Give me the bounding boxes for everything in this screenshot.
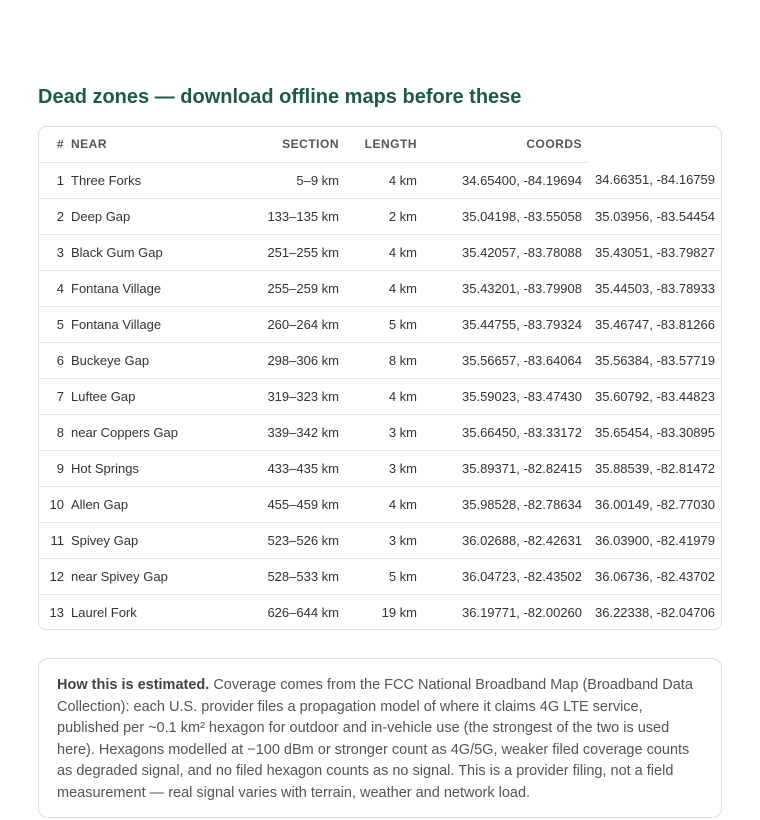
row-length: 2 km bbox=[339, 198, 417, 234]
row-near: Buckeye Gap bbox=[71, 342, 221, 378]
row-number: 3 bbox=[39, 234, 71, 270]
row-section: 319–323 km bbox=[221, 378, 339, 414]
row-number: 10 bbox=[39, 486, 71, 522]
row-near: Fontana Village bbox=[71, 306, 221, 342]
row-number: 2 bbox=[39, 198, 71, 234]
row-coords-start: 35.59023, -83.47430 bbox=[417, 378, 587, 414]
row-coords-start: 36.19771, -82.00260 bbox=[462, 604, 582, 620]
table-row bbox=[39, 594, 721, 630]
row-coords-start: 35.56657, -83.64064 bbox=[417, 342, 587, 378]
row-near: near Spivey Gap bbox=[71, 558, 221, 594]
row-length: 5 km bbox=[339, 306, 417, 342]
table-row bbox=[39, 450, 721, 486]
row-coords-end: 35.43051, -83.79827 bbox=[587, 234, 721, 270]
table-row bbox=[39, 378, 721, 414]
table-row bbox=[39, 162, 721, 198]
table-row bbox=[39, 486, 721, 522]
row-section: 455–459 km bbox=[221, 486, 339, 522]
table-row bbox=[39, 198, 721, 234]
row-coords-end: 35.88539, -82.81472 bbox=[587, 450, 721, 486]
row-coords-start: 35.66450, -83.33172 bbox=[417, 414, 587, 450]
row-section: 528–533 km bbox=[221, 558, 339, 594]
row-coords-start: 35.43201, -83.79908 bbox=[417, 270, 587, 306]
row-number: 12 bbox=[39, 558, 71, 594]
row-section: 433–435 km bbox=[221, 450, 339, 486]
table-row bbox=[39, 342, 721, 378]
row-length: 8 km bbox=[339, 342, 417, 378]
row-number: 7 bbox=[39, 378, 71, 414]
row-number: 13 bbox=[49, 604, 64, 620]
row-section: 251–255 km bbox=[221, 234, 339, 270]
row-length: 19 km bbox=[381, 604, 417, 620]
table-row bbox=[39, 522, 721, 558]
row-number: 11 bbox=[39, 522, 71, 558]
table-row bbox=[39, 234, 721, 270]
row-length: 4 km bbox=[339, 234, 417, 270]
row-coords-end: 35.56384, -83.57719 bbox=[587, 342, 721, 378]
row-number: 8 bbox=[39, 414, 71, 450]
col-header-num: # bbox=[39, 127, 71, 162]
row-coords-end: 35.60792, -83.44823 bbox=[587, 378, 721, 414]
row-coords-end: 36.00149, -82.77030 bbox=[587, 486, 721, 522]
row-coords-end: 35.44503, -83.78933 bbox=[587, 270, 721, 306]
row-section: 5–9 km bbox=[221, 162, 339, 198]
row-length: 4 km bbox=[339, 270, 417, 306]
row-number: 9 bbox=[39, 450, 71, 486]
row-coords-start: 35.04198, -83.55058 bbox=[417, 198, 587, 234]
table-header-row bbox=[39, 127, 721, 162]
row-near: Fontana Village bbox=[71, 270, 221, 306]
row-section: 298–306 km bbox=[221, 342, 339, 378]
row-coords-start: 34.65400, -84.19694 bbox=[417, 162, 587, 198]
row-length: 3 km bbox=[339, 450, 417, 486]
dead-zones-table-card bbox=[38, 126, 722, 630]
row-length: 4 km bbox=[339, 378, 417, 414]
row-coords-start: 36.02688, -82.42631 bbox=[417, 522, 587, 558]
row-near: Black Gum Gap bbox=[71, 234, 221, 270]
note-lead: How this is estimated. bbox=[57, 677, 210, 693]
row-near: Laurel Fork bbox=[71, 604, 137, 620]
row-section: 523–526 km bbox=[221, 522, 339, 558]
table-row bbox=[39, 306, 721, 342]
dead-zones-table bbox=[39, 127, 721, 630]
row-coords-start: 35.42057, -83.78088 bbox=[417, 234, 587, 270]
row-length: 4 km bbox=[339, 162, 417, 198]
row-near: near Coppers Gap bbox=[71, 414, 221, 450]
row-coords-end: 35.65454, -83.30895 bbox=[587, 414, 721, 450]
row-coords-end: 36.06736, -82.43702 bbox=[587, 558, 721, 594]
row-coords-end: 36.03900, -82.41979 bbox=[587, 522, 721, 558]
row-near: Deep Gap bbox=[71, 198, 221, 234]
row-coords-end: 36.22338, -82.04706 bbox=[595, 604, 715, 620]
table-row bbox=[39, 270, 721, 306]
col-header-near: NEAR bbox=[71, 127, 221, 162]
row-near: Spivey Gap bbox=[71, 522, 221, 558]
row-section: 255–259 km bbox=[221, 270, 339, 306]
row-section: 133–135 km bbox=[221, 198, 339, 234]
estimation-note bbox=[38, 658, 722, 818]
page-title: Dead zones — download offline maps before these bbox=[38, 86, 522, 108]
row-coords-end: 35.03956, -83.54454 bbox=[587, 198, 721, 234]
col-header-length: LENGTH bbox=[339, 127, 417, 162]
col-header-coords: COORDS bbox=[417, 127, 587, 162]
row-coords-start: 35.44755, -83.79324 bbox=[417, 306, 587, 342]
row-near: Luftee Gap bbox=[71, 378, 221, 414]
row-coords-end: 35.46747, -83.81266 bbox=[587, 306, 721, 342]
col-header-section: SECTION bbox=[221, 127, 339, 162]
row-coords-end: 34.66351, -84.16759 bbox=[587, 162, 721, 198]
row-section: 626–644 km bbox=[267, 604, 339, 620]
note-body: Coverage comes from the FCC National Broadband Map (Broadband Data Collection): each U.S. provider files a propagation model of where it claims 4G LTE service, published per ~0.1 km² hexagon for outdoor and in-vehicle use (the strongest of the two is used here). Hexagons modelled at −100 dBm or stronger count as 4G/5G, weaker filed coverage counts as degraded signal, and no filed hexagon counts as no signal. This is a provider filing, not a field measurement — real signal varies with terrain, weather and network load. bbox=[57, 677, 693, 801]
row-length: 4 km bbox=[339, 486, 417, 522]
row-near: Allen Gap bbox=[71, 486, 221, 522]
row-length: 3 km bbox=[339, 414, 417, 450]
row-coords-start: 35.98528, -82.78634 bbox=[417, 486, 587, 522]
table-row bbox=[39, 558, 721, 594]
row-near: Three Forks bbox=[71, 162, 221, 198]
row-coords-start: 36.04723, -82.43502 bbox=[417, 558, 587, 594]
row-number: 4 bbox=[39, 270, 71, 306]
row-number: 5 bbox=[39, 306, 71, 342]
row-number: 1 bbox=[39, 162, 71, 198]
row-coords-start: 35.89371, -82.82415 bbox=[417, 450, 587, 486]
row-length: 3 km bbox=[339, 522, 417, 558]
table-row bbox=[39, 414, 721, 450]
row-near: Hot Springs bbox=[71, 450, 221, 486]
col-header-blank bbox=[587, 127, 721, 162]
row-section: 339–342 km bbox=[221, 414, 339, 450]
row-section: 260–264 km bbox=[221, 306, 339, 342]
row-length: 5 km bbox=[339, 558, 417, 594]
row-number: 6 bbox=[39, 342, 71, 378]
